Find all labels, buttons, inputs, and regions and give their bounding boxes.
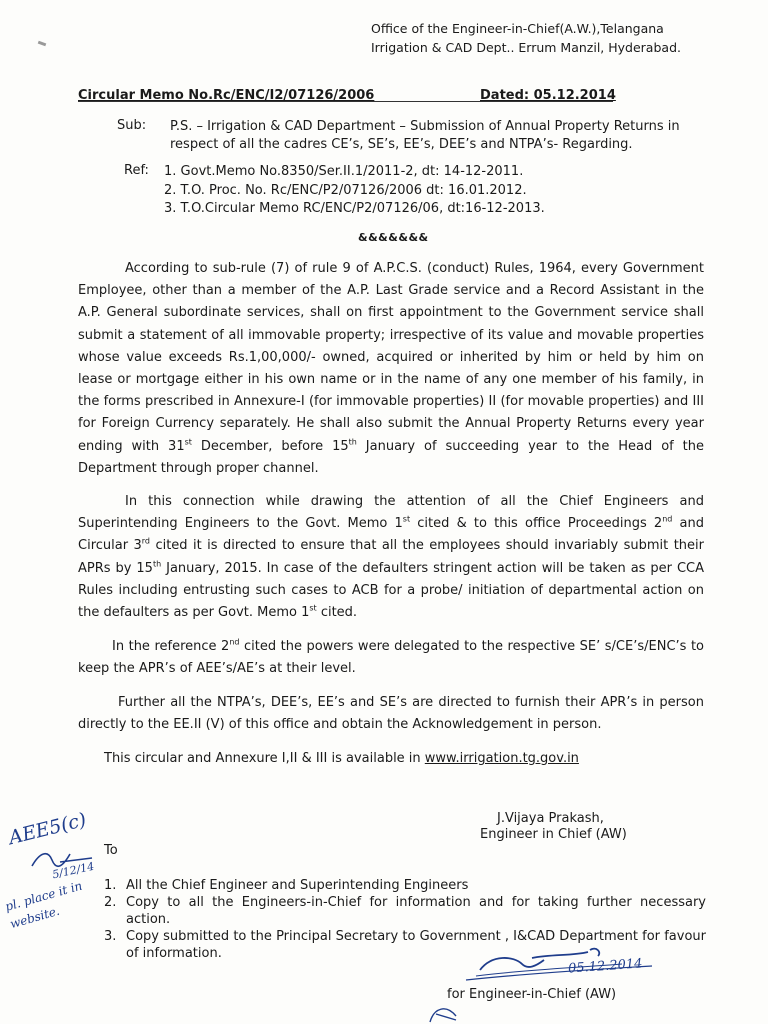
list-item: 2. Copy to all the Engineers-in-Chief for information and for taking further necessary action. (104, 895, 706, 927)
list-item: 1. All the Chief Engineer and Superintending Engineers (104, 878, 469, 893)
list-item: 3. Copy submitted to the Principal Secretary to Government , I&CAD Department for favour of information. (104, 929, 706, 961)
paragraph-3: In the reference 2nd cited the powers were delegated to the respective SE’ s/CE’s/ENC’s to keep the APR’s of AEE’s/AE’s at their level. (78, 637, 704, 677)
signatory-title: Engineer in Chief (AW) (480, 827, 627, 842)
paragraph-2: In this connection while drawing the attention of all the Chief Engineers and Superintending Engineers to the Govt. Memo 1st cited & to this office Proceedings 2nd and Circular 3rd cited it is directed to ensure that all the employees should invariably submit their APRs by 15th January, 2015. In case of the defaulters stringent action will be taken as per CCA Rules including entrusting such cases to ACB for a probe/ initiation of departmental action on the defaulters as per Govt. Memo 1st cited. (78, 494, 704, 621)
separator: &&&&&&& (358, 231, 429, 244)
handwritten-website-note: pl. place it in website. (3, 878, 84, 932)
subject-text: P.S. – Irrigation & CAD Department – Submission of Annual Property Returns in respect of all the cadres CE’s, SE’s, EE’s, DEE’s and NTPA’s- Regarding. (170, 119, 680, 152)
website-link[interactable]: www.irrigation.tg.gov.in (424, 751, 579, 766)
handwritten-initial-date: 5/12/14 (51, 859, 96, 882)
paragraph-4: Further all the NTPA’s, DEE’s, EE’s and SE’s are directed to furnish their APR’s in person directly to the EE.II (V) of this office and obtain the Acknowledgement in person. (78, 695, 704, 733)
office-line-2: Irrigation & CAD Dept.. Errum Manzil, Hyderabad. (371, 40, 681, 55)
handwritten-aee-note: AEE5(c) (6, 808, 89, 850)
paragraph-1: According to sub-rule (7) of rule 9 of A.P.C.S. (conduct) Rules, 1964, every Government Employee, other than a member of the A.P. Last Grade service and a Record Assistant in the A.P. General subordinate services, shall on first appointment to the Government service shall submit a statement of all immovable property; irrespective of its value and movable properties whose value exceeds Rs.1,00,000/- owned, acquired or inherited by him or held by him on lease or mortgage either in his own name or in the name of any one member of his family, in the forms prescribed in Annexure-I (for immovable properties) II (for movable properties) and III for Foreign Currency separately. He shall also submit the Annual Property Returns every year ending with 31st December, before 15th January of succeeding year to the Head of the Department through proper channel. (78, 261, 704, 476)
references-list (164, 163, 545, 219)
subject-label: Sub: (117, 118, 147, 133)
for-engineer-in-chief: for Engineer-in-Chief (AW) (447, 987, 617, 1002)
stamp-fragment (426, 1002, 466, 1024)
reference-item: 3. T.O.Circular Memo RC/ENC/P2/07126/06, dt:16-12-2013. (164, 201, 545, 216)
paragraph-5: This circular and Annexure I,II & III is available in www.irrigation.tg.gov.in (104, 751, 579, 766)
office-line-1: Office of the Engineer-in-Chief(A.W.),Telangana (371, 21, 664, 36)
memo-number: Circular Memo No.Rc/ENC/I2/07126/2006 (78, 88, 375, 103)
memo-underline (78, 101, 613, 102)
scan-mark (38, 41, 47, 47)
to-label: To (104, 843, 118, 858)
memo-date: Dated: 05.12.2014 (480, 88, 616, 103)
handwritten-signature-date: 05.12.2014 (567, 956, 643, 977)
references-label: Ref: (124, 163, 149, 178)
signatory-name: J.Vijaya Prakash, (497, 811, 604, 826)
reference-item: 1. Govt.Memo No.8350/Ser.II.1/2011-2, dt: 14-12-2011. (164, 164, 524, 179)
reference-item: 2. T.O. Proc. No. Rc/ENC/P2/07126/2006 dt: 16.01.2012. (164, 182, 527, 198)
office-address (371, 19, 681, 57)
